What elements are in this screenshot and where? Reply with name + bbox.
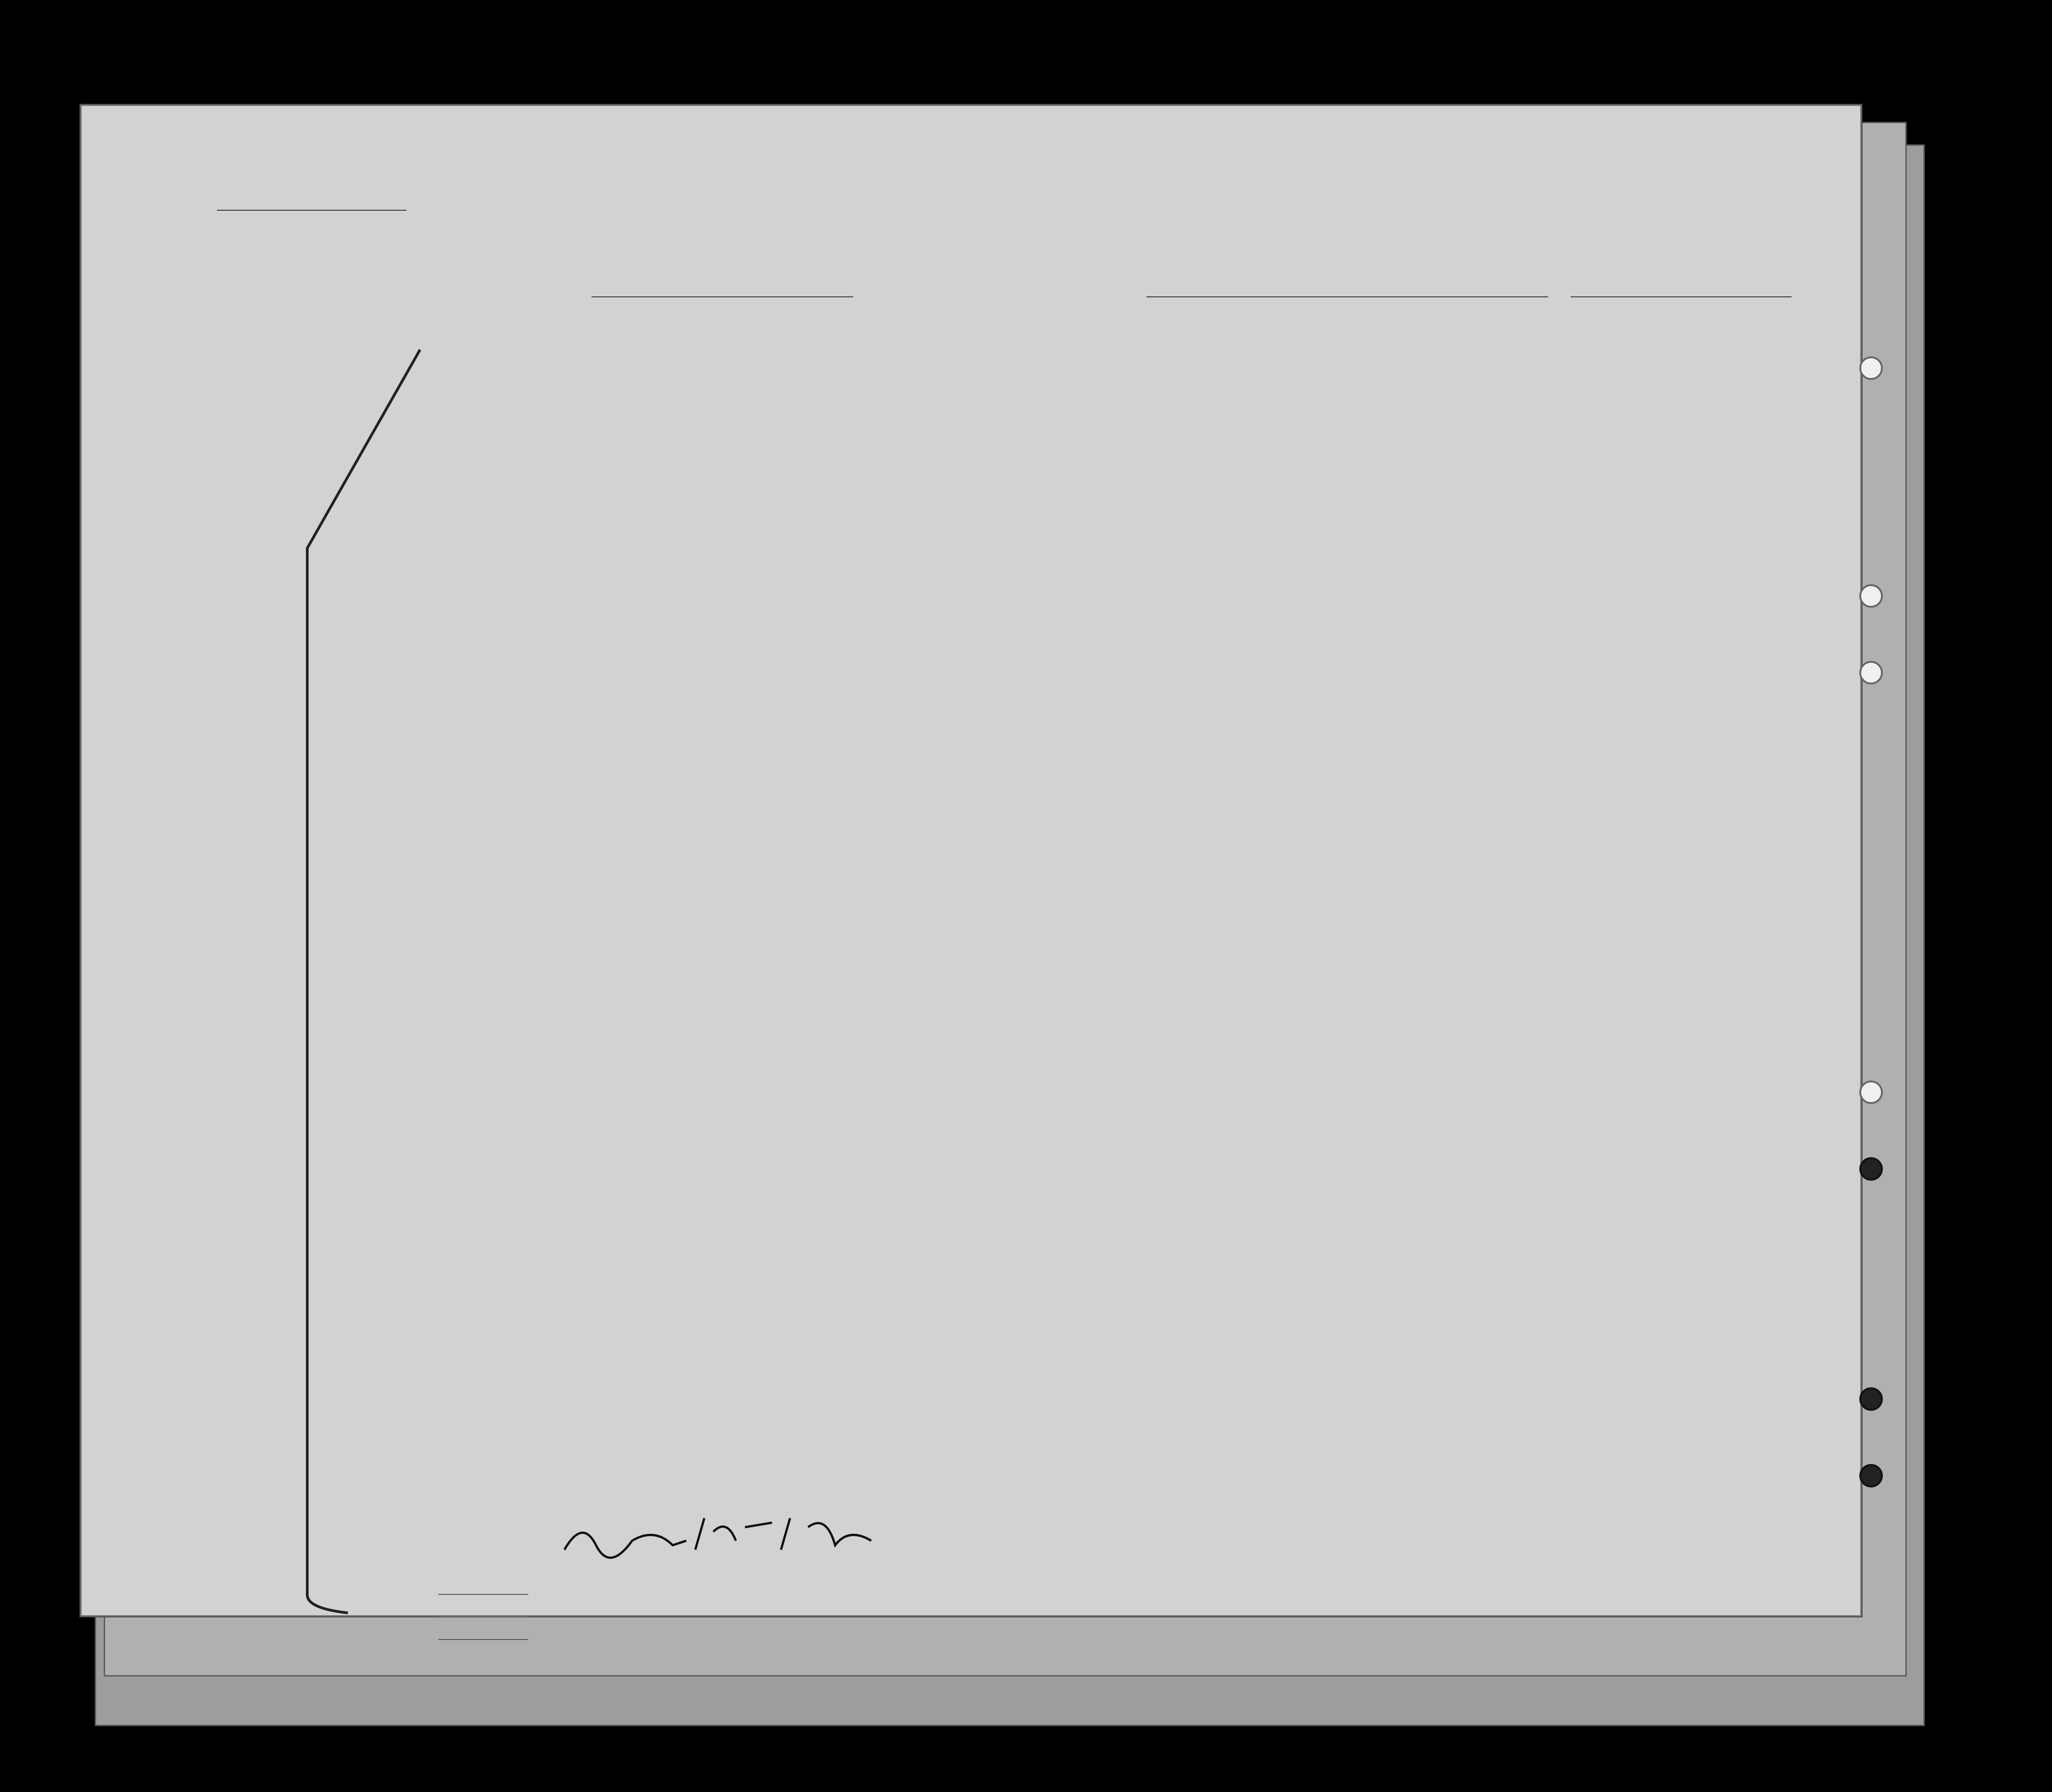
sailing-line (1146, 296, 1548, 297)
manifest-sheet (80, 105, 1862, 1616)
handwritten-bracket (231, 332, 456, 1649)
punch-hole (1859, 1157, 1883, 1181)
handwritten-signature (555, 1500, 925, 1563)
punch-hole (1859, 1081, 1883, 1104)
month-line (1571, 296, 1792, 297)
list-line (217, 210, 407, 211)
footer-line (438, 1594, 528, 1595)
punch-hole (1859, 356, 1883, 380)
punch-hole (1859, 584, 1883, 608)
punch-hole (1859, 661, 1883, 684)
punch-hole (1859, 1387, 1883, 1411)
ship-line (592, 296, 853, 297)
punch-hole (1859, 1464, 1883, 1487)
footer-line (438, 1639, 528, 1640)
footer-line (438, 1616, 528, 1617)
